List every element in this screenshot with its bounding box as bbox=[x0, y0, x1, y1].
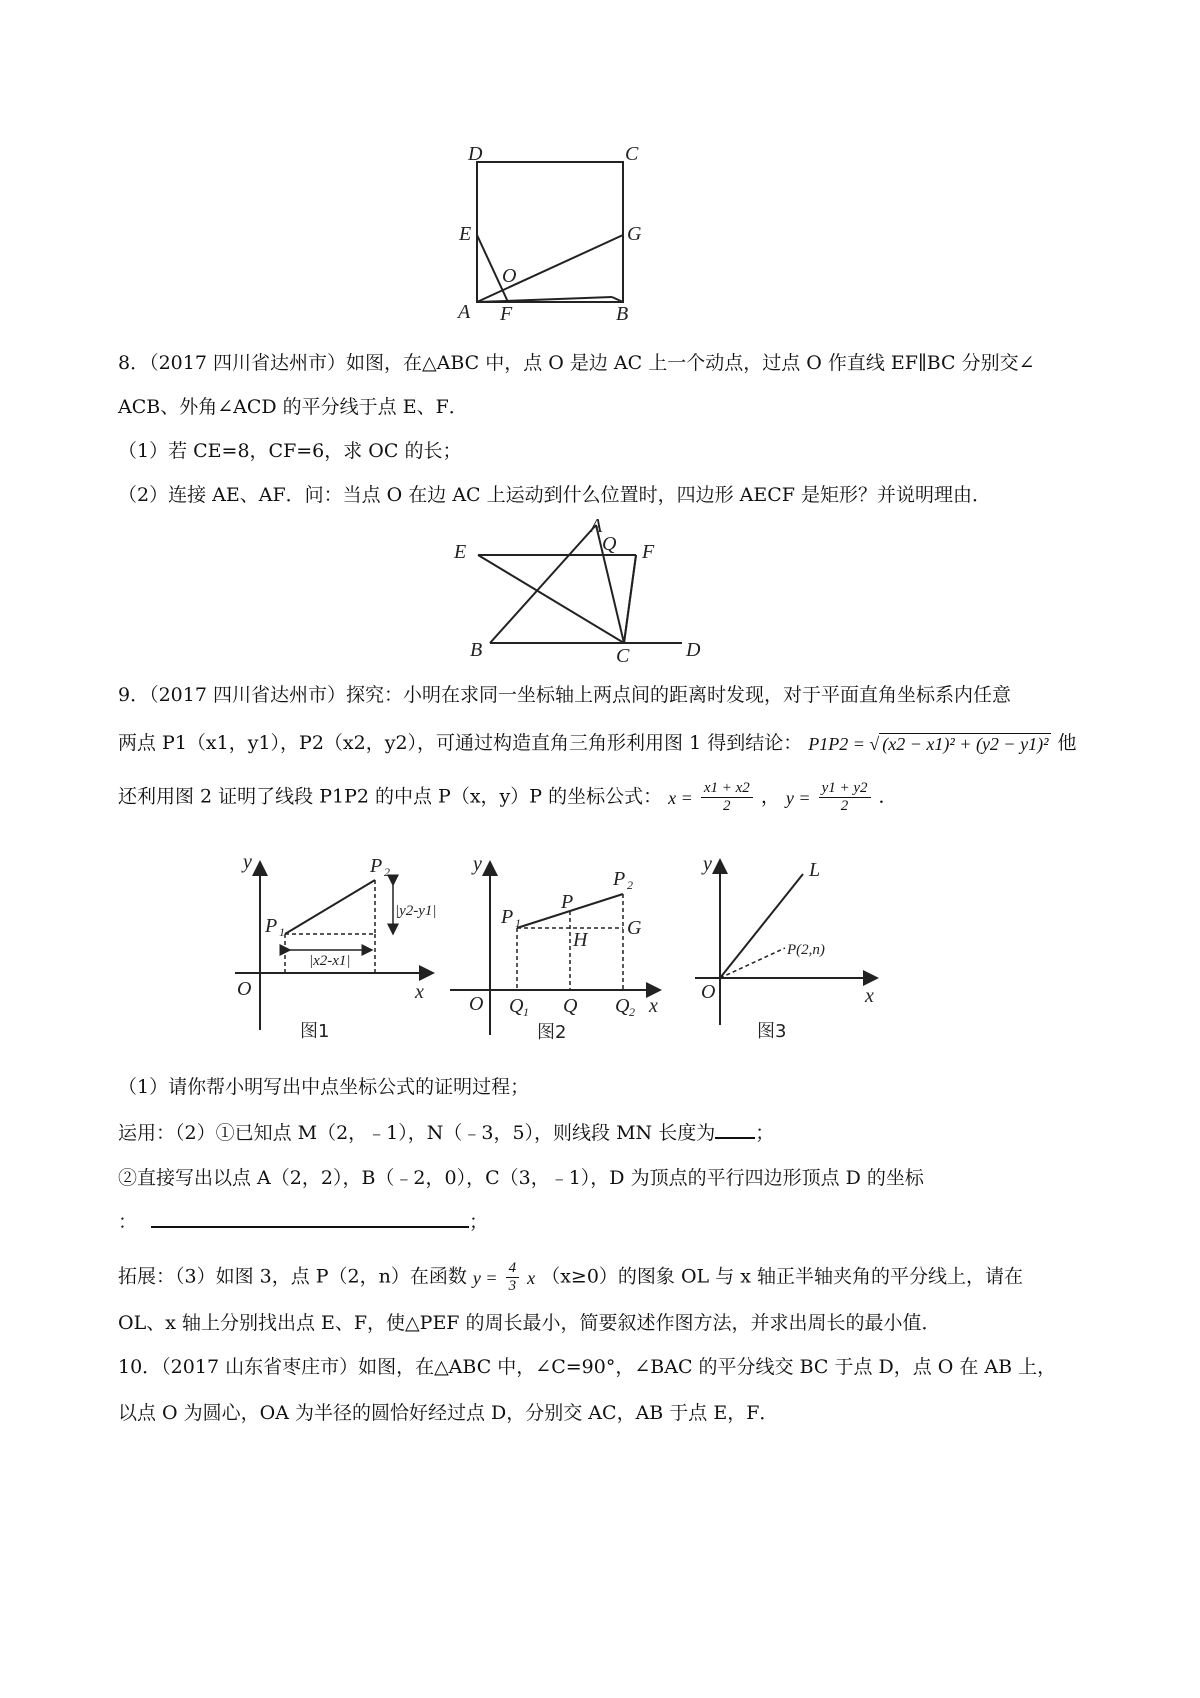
figure-3-caption: 图3 bbox=[757, 1021, 787, 1042]
figure-1-caption: 图1 bbox=[300, 1021, 330, 1042]
point-g-label: G bbox=[627, 917, 642, 939]
q8-part2: （2）连接 AE、AF．问：当点 O 在边 AC 上运动到什么位置时，四边形 AECF 是矩形？并说明理由． bbox=[118, 484, 992, 506]
axis-y-label: y bbox=[243, 851, 252, 873]
figure-2 bbox=[445, 850, 675, 1050]
svg-text:1: 1 bbox=[279, 925, 285, 939]
midpoint-x-fraction: $\frac{x1 + x2}{2}$ bbox=[701, 780, 753, 815]
function-fraction: $\frac{4}{3}$ bbox=[506, 1260, 520, 1295]
axis-y-label: y bbox=[703, 853, 712, 875]
distance-formula: P1P2 = √ (x2 − x1)² + (y2 − y1)² bbox=[808, 729, 1051, 759]
q9-use-end: ； bbox=[755, 1122, 775, 1144]
axis-x-label: x bbox=[649, 995, 658, 1017]
function-lhs: y = bbox=[472, 1267, 498, 1288]
point-q2-label: Q bbox=[615, 995, 630, 1017]
point-p2-label: P bbox=[370, 855, 383, 877]
point-p-label: P(2,n) bbox=[787, 942, 825, 958]
label-D: D bbox=[468, 143, 483, 165]
midpoint-x-lhs: x = bbox=[668, 787, 693, 808]
q9-ext-end: （x≥0）的图象 OL 与 x 轴正半轴夹角的平分线上，请在 bbox=[541, 1265, 1023, 1288]
figure-2-caption: 图2 bbox=[537, 1022, 567, 1043]
answer-blank-mn[interactable] bbox=[715, 1119, 755, 1139]
q9-part2b-prefix: ： bbox=[118, 1211, 138, 1233]
dy-label: |y2-y1| bbox=[395, 903, 437, 919]
axis-x-label: x bbox=[415, 981, 424, 1003]
figure-square bbox=[450, 140, 670, 330]
q10-line1: 10．（2017 山东省枣庄市）如图，在△ABC 中，∠C=90°，∠BAC 的平分线交 BC 于点 D，点 O 在 AB 上， bbox=[118, 1356, 1057, 1378]
q9-part1: （1）请你帮小明写出中点坐标公式的证明过程； bbox=[118, 1076, 530, 1098]
svg-text:1: 1 bbox=[515, 916, 521, 930]
q9-use bbox=[118, 1118, 1098, 1148]
point-h-label: H bbox=[573, 929, 588, 951]
axis-x-label: x bbox=[865, 985, 874, 1007]
midpoint-y-fraction: $\frac{y1 + y2}{2}$ bbox=[819, 780, 871, 815]
q8-line1: 8．（2017 四川省达州市）如图，在△ABC 中，点 O 是边 AC 上一个动点，过点 O 作直线 EF∥BC 分别交∠ bbox=[118, 352, 1035, 374]
answer-blank-d[interactable] bbox=[151, 1208, 469, 1228]
q9-part2b-cont bbox=[118, 1207, 1098, 1237]
label-E: E bbox=[459, 223, 472, 245]
q9-part2b-end: ； bbox=[469, 1211, 489, 1233]
svg-text:2: 2 bbox=[629, 1005, 635, 1019]
point-q1-label: Q bbox=[509, 995, 524, 1017]
label-C: C bbox=[625, 143, 639, 165]
label-C: C bbox=[616, 645, 630, 667]
origin-label: O bbox=[237, 978, 252, 1000]
point-q-label: Q bbox=[563, 995, 578, 1017]
point-p-label: P bbox=[561, 891, 574, 913]
q9-line2 bbox=[118, 728, 1098, 759]
label-F: F bbox=[500, 303, 513, 325]
q9-line2-text: 两点 P1（x1，y1），P2（x2，y2），可通过构造直角三角形利用图 1 得到结论： bbox=[118, 732, 803, 754]
q9-ext-line2: OL、x 轴上分别找出点 E、F，使△PEF 的周长最小，简要叙述作图方法，并求出周长的最小值． bbox=[118, 1312, 941, 1334]
q10-line2: 以点 O 为圆心，OA 为半径的圆恰好经过点 D，分别交 AC，AB 于点 E，F． bbox=[118, 1402, 779, 1424]
q8-line2: ACB、外角∠ACD 的平分线于点 E、F． bbox=[118, 396, 468, 418]
q9-use-text: 运用：（2）①已知点 M（2，﹣1），N（﹣3，5），则线段 MN 长度为 bbox=[118, 1122, 716, 1144]
q9-part2b: ②直接写出以点 A（2，2），B（﹣2，0），C（3，﹣1），D 为顶点的平行四边形顶点 D 的坐标 bbox=[118, 1167, 924, 1189]
label-A: A bbox=[458, 301, 471, 323]
label-G: G bbox=[627, 223, 642, 245]
formula-end: ． bbox=[878, 785, 898, 808]
label-E: E bbox=[454, 541, 467, 563]
q9-line1: 9．（2017 四川省达州市）探究：小明在求同一坐标轴上两点间的距离时发现，对于平面直角坐标系内任意 bbox=[118, 684, 1011, 706]
origin-label: O bbox=[701, 981, 716, 1003]
q9-ext bbox=[118, 1260, 1098, 1295]
figure-3 bbox=[685, 850, 895, 1050]
formula-separator: ， bbox=[760, 785, 780, 808]
svg-text:2: 2 bbox=[627, 878, 633, 892]
label-B: B bbox=[470, 639, 483, 661]
q9-line2-end: 他 bbox=[1057, 732, 1077, 754]
axis-y-label: y bbox=[473, 853, 482, 875]
label-A: A bbox=[590, 515, 603, 537]
label-D: D bbox=[686, 639, 701, 661]
svg-text:1: 1 bbox=[523, 1005, 529, 1019]
label-Q: Q bbox=[602, 533, 617, 555]
point-p2-label: P bbox=[613, 868, 626, 890]
q9-line3 bbox=[118, 780, 1098, 815]
function-rhs: x bbox=[527, 1267, 536, 1288]
label-O: O bbox=[502, 265, 517, 287]
origin-label: O bbox=[469, 993, 484, 1015]
q9-ext-text: 拓展：（3）如图 3，点 P（2，n）在函数 bbox=[118, 1265, 467, 1288]
line-l-label: L bbox=[809, 859, 821, 881]
figure-triangle bbox=[450, 515, 780, 667]
svg-text:2: 2 bbox=[384, 865, 390, 879]
label-B: B bbox=[616, 303, 629, 325]
midpoint-y-lhs: y = bbox=[785, 787, 811, 808]
q9-line3-text: 还利用图 2 证明了线段 P1P2 的中点 P（x，y）P 的坐标公式： bbox=[118, 785, 663, 808]
point-p1-label: P bbox=[265, 915, 278, 937]
dx-label: |x2-x1| bbox=[309, 953, 351, 969]
figure-1 bbox=[225, 850, 445, 1050]
label-F: F bbox=[642, 541, 655, 563]
point-p1-label: P bbox=[501, 906, 514, 928]
q8-part1: （1）若 CE=8，CF=6，求 OC 的长； bbox=[118, 440, 462, 462]
